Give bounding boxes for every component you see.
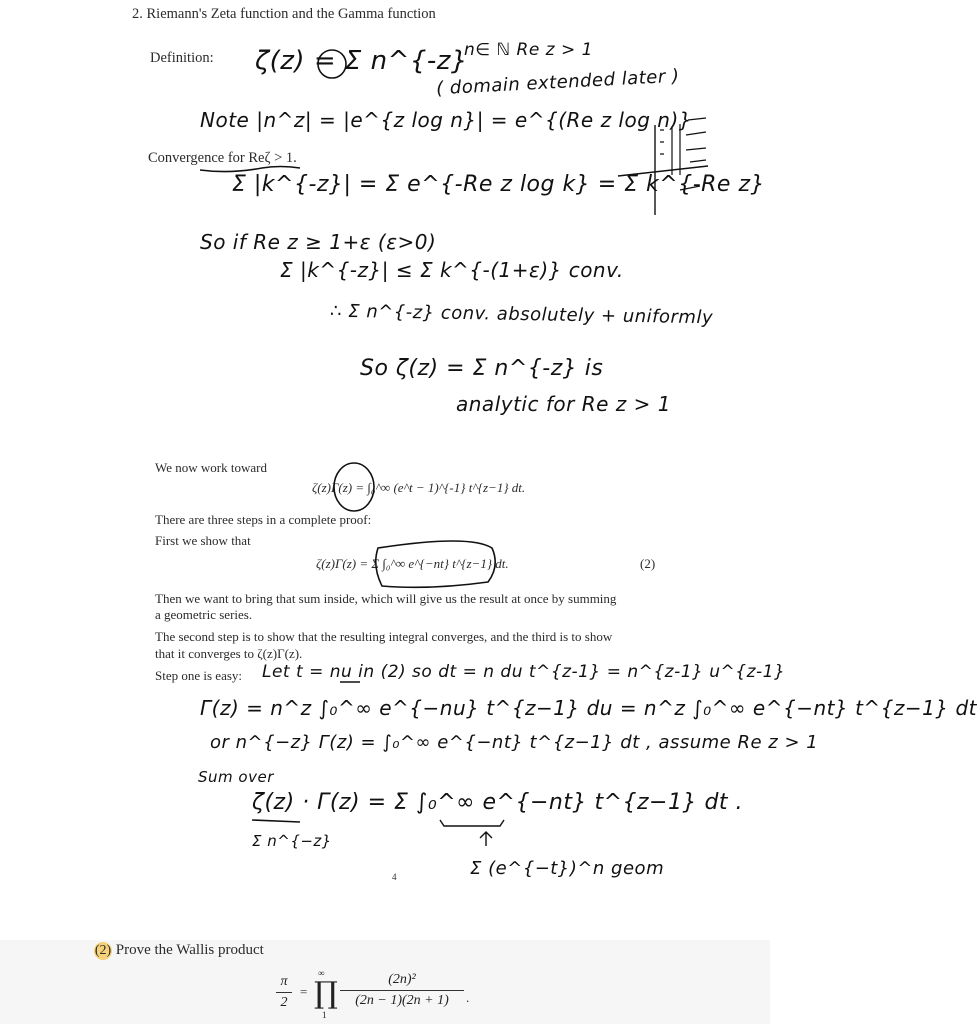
hand-or-line: or n^{−z} Γ(z) = ∫₀^∞ e^{−nt} t^{z−1} dt , assume Re z > 1 (210, 732, 819, 753)
then-text-2: a geometric series. (155, 607, 253, 622)
definition-condition: n∈ ℕ Re z > 1 (464, 40, 593, 60)
second-step-text-2: that it converges to ζ(z)Γ(z). (155, 646, 303, 661)
wallis-rhs (340, 972, 464, 1009)
second-step-text-1: The second step is to show that the resulting integral converges, and the third is to show (155, 629, 613, 644)
note-line: Note |n^z| = |e^{z log n}| = e^{(Re z log n)} (200, 108, 692, 132)
wallis-equals: = (300, 984, 308, 999)
convergence-line5: So ζ(z) = Σ n^{-z} is (360, 356, 604, 381)
hand-gamma-line: Γ(z) = n^z ∫₀^∞ e^{−nu} t^{z−1} du = n^z ∫₀^∞ e^{−nt} t^{z−1} dt (200, 696, 977, 720)
convergence-label: Convergence for Reζ > 1. (148, 150, 297, 166)
wallis-rhs-numerator: (2n)² (388, 972, 416, 987)
hand-let-line: Let t = nu in (2) so dt = n du t^{z-1} = n^{z-1} u^{z-1} (262, 662, 786, 682)
definition-label: Definition: (150, 50, 214, 66)
step-one-text: Step one is easy: (155, 668, 243, 683)
wallis-prod-upper: ∞ (318, 968, 325, 978)
first-step-text: First we show that (155, 533, 251, 548)
three-steps-text: There are three steps in a complete proof: (155, 512, 372, 527)
wallis-period: . (466, 990, 470, 1005)
definition-formula: ζ(z) = Σ n^{-z} (255, 46, 468, 76)
convergence-line3: Σ |k^{-z}| ≤ Σ k^{-(1+ε)} conv. (280, 258, 624, 282)
work-toward-formula: ζ(z)Γ(z) = ∫₀^∞ (e^t − 1)^{-1} t^{z−1} dt. (312, 480, 526, 495)
convergence-line2: So if Re z ≥ 1+ε (ε>0) (200, 230, 437, 254)
then-text-1: Then we want to bring that sum inside, which will give us the result at once by summing (155, 591, 617, 606)
equation-2-number: (2) (640, 556, 656, 571)
section-heading: 2. Riemann's Zeta function and the Gamma function (132, 6, 436, 22)
hand-geometric-note: Σ (e^{−t})^n geom (470, 858, 665, 879)
work-toward-text: We now work toward (155, 460, 267, 475)
equation-2: ζ(z)Γ(z) = Σ ∫₀^∞ e^{−nt} t^{z−1} dt. (316, 556, 509, 571)
convergence-line6: analytic for Re z > 1 (456, 392, 671, 416)
page-number: 4 (392, 872, 397, 882)
wallis-label: Prove the Wallis product (115, 942, 264, 958)
hand-final-line: ζ(z) · Γ(z) = Σ ∫₀^∞ e^{−nt} t^{z−1} dt . (252, 790, 744, 815)
wallis-lhs-denominator: 2 (280, 995, 288, 1010)
convergence-line1: Σ |k^{-z}| = Σ e^{-Re z log k} = Σ k^{-Re z} (232, 172, 765, 197)
hand-under-zeta: Σ n^{−z} (252, 832, 332, 850)
wallis-number-badge: (2) (94, 943, 112, 958)
wallis-heading (94, 942, 264, 960)
wallis-lhs (276, 974, 292, 1011)
wallis-prod-lower: 1 (322, 1010, 327, 1020)
wallis-product-symbol: ∏ (314, 976, 338, 1011)
wallis-lhs-numerator: π (280, 974, 288, 989)
convergence-line4: ∴ Σ n^{-z} conv. absolutely + uniformly (329, 300, 714, 329)
definition-domain-note: ( domain extended later ) (435, 65, 680, 100)
hand-sum-over: Sum over (198, 768, 274, 786)
wallis-rhs-denominator: (2n − 1)(2n + 1) (355, 993, 449, 1008)
